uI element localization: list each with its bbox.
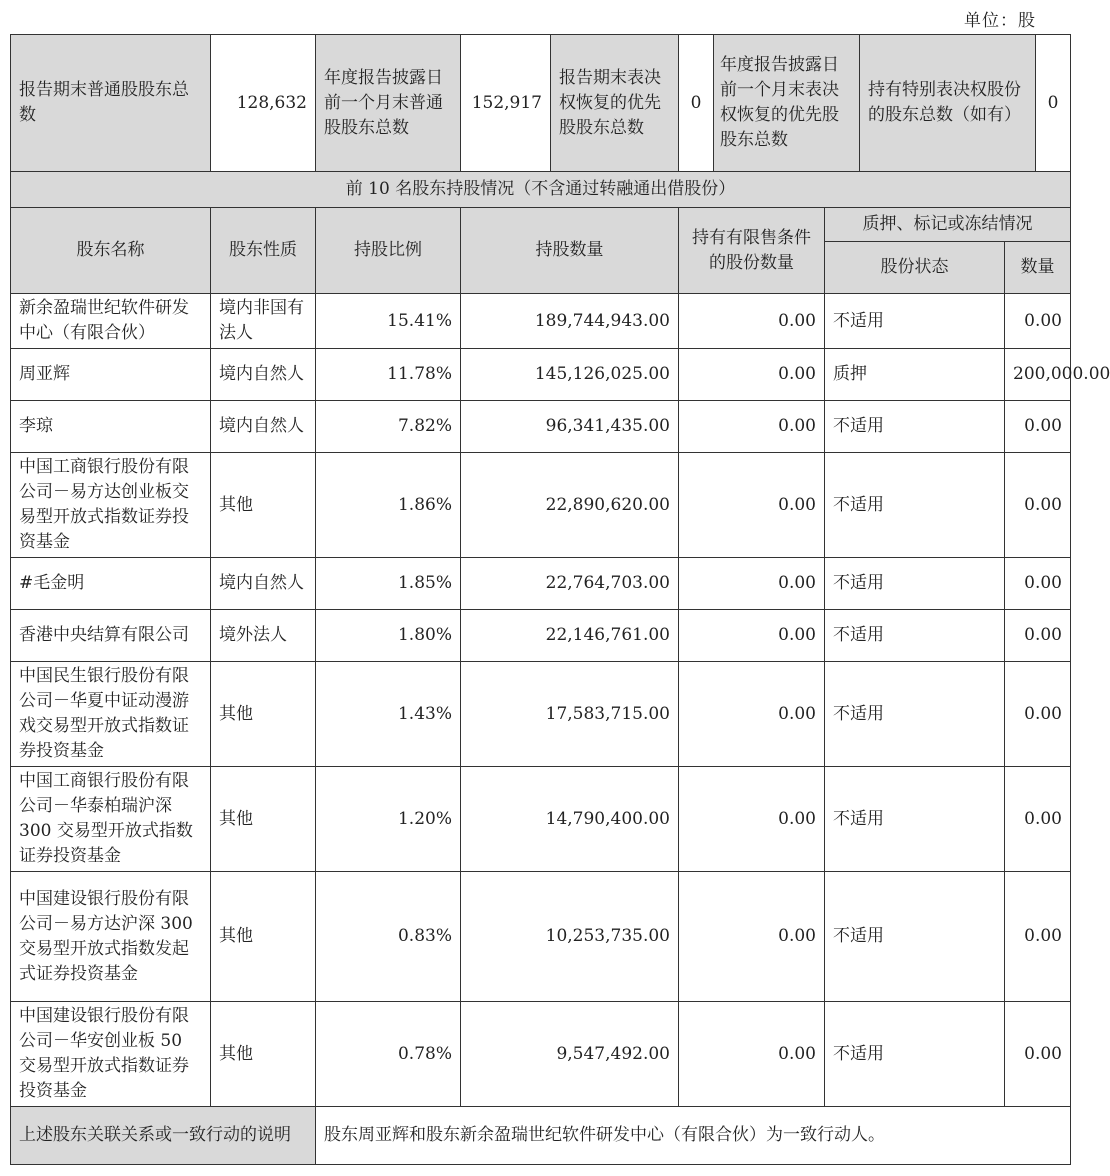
table-row xyxy=(11,1002,1071,1107)
holder-pledge-status: 不适用 xyxy=(825,767,1005,872)
holder-name: 新余盈瑞世纪软件研发中心（有限合伙） xyxy=(11,294,211,349)
holder-pledge-qty: 0.00 xyxy=(1005,1002,1071,1107)
summary-label-pref: 报告期末表决权恢复的优先股股东总数 xyxy=(551,35,679,172)
col-header-pledge-group: 质押、标记或冻结情况 xyxy=(825,208,1071,242)
holder-pledge-status: 不适用 xyxy=(825,662,1005,767)
holder-ratio: 7.82% xyxy=(316,401,461,453)
table-row xyxy=(11,349,1071,401)
holder-pledge-status: 不适用 xyxy=(825,294,1005,349)
col-header-quantity: 持股数量 xyxy=(461,208,679,294)
summary-label-special: 持有特别表决权股份的股东总数（如有） xyxy=(860,35,1036,172)
holder-quantity: 22,146,761.00 xyxy=(461,610,679,662)
holder-pledge-status: 不适用 xyxy=(825,872,1005,1002)
holder-quantity: 22,764,703.00 xyxy=(461,558,679,610)
holder-pledge-status: 不适用 xyxy=(825,610,1005,662)
holder-restricted: 0.00 xyxy=(679,662,825,767)
summary-row xyxy=(11,35,1071,172)
holder-nature: 境内自然人 xyxy=(211,558,316,610)
holder-ratio: 1.20% xyxy=(316,767,461,872)
holder-pledge-qty: 0.00 xyxy=(1005,767,1071,872)
relation-label: 上述股东关联关系或一致行动的说明 xyxy=(11,1107,316,1165)
holder-ratio: 0.78% xyxy=(316,1002,461,1107)
holder-ratio: 15.41% xyxy=(316,294,461,349)
section-title: 前 10 名股东持股情况（不含通过转融通出借股份） xyxy=(11,172,1071,208)
holder-pledge-status: 不适用 xyxy=(825,558,1005,610)
holder-ratio: 11.78% xyxy=(316,349,461,401)
holder-restricted: 0.00 xyxy=(679,767,825,872)
relation-row xyxy=(11,1107,1071,1165)
summary-label-total: 报告期末普通股股东总数 xyxy=(11,35,211,172)
holder-quantity: 17,583,715.00 xyxy=(461,662,679,767)
unit-label: 单位：股 xyxy=(964,11,1036,31)
holder-pledge-qty: 0.00 xyxy=(1005,558,1071,610)
table-row xyxy=(11,453,1071,558)
holder-nature: 境内自然人 xyxy=(211,349,316,401)
holder-ratio: 1.80% xyxy=(316,610,461,662)
shareholder-table xyxy=(10,34,1110,1165)
summary-value-total: 128,632 xyxy=(211,35,316,172)
holder-ratio: 1.85% xyxy=(316,558,461,610)
holder-restricted: 0.00 xyxy=(679,558,825,610)
holder-nature: 其他 xyxy=(211,453,316,558)
holder-restricted: 0.00 xyxy=(679,294,825,349)
table-row xyxy=(11,662,1071,767)
col-header-pledge-status: 股份状态 xyxy=(825,242,1005,294)
holder-restricted: 0.00 xyxy=(679,401,825,453)
holder-quantity: 14,790,400.00 xyxy=(461,767,679,872)
summary-value-prior-month: 152,917 xyxy=(461,35,551,172)
holder-pledge-qty: 200,000.00 xyxy=(1005,349,1071,401)
holder-ratio: 1.86% xyxy=(316,453,461,558)
holder-quantity: 96,341,435.00 xyxy=(461,401,679,453)
table-row xyxy=(11,558,1071,610)
col-header-nature: 股东性质 xyxy=(211,208,316,294)
holder-ratio: 1.43% xyxy=(316,662,461,767)
holder-restricted: 0.00 xyxy=(679,453,825,558)
holder-pledge-qty: 0.00 xyxy=(1005,662,1071,767)
holder-quantity: 145,126,025.00 xyxy=(461,349,679,401)
holder-pledge-status: 不适用 xyxy=(825,453,1005,558)
relation-text: 股东周亚辉和股东新余盈瑞世纪软件研发中心（有限合伙）为一致行动人。 xyxy=(316,1107,1071,1165)
holder-nature: 境内非国有法人 xyxy=(211,294,316,349)
holder-nature: 境外法人 xyxy=(211,610,316,662)
holder-restricted: 0.00 xyxy=(679,1002,825,1107)
holder-pledge-qty: 0.00 xyxy=(1005,294,1071,349)
holder-pledge-qty: 0.00 xyxy=(1005,610,1071,662)
col-header-ratio: 持股比例 xyxy=(316,208,461,294)
col-header-restricted: 持有有限售条件的股份数量 xyxy=(679,208,825,294)
holder-quantity: 9,547,492.00 xyxy=(461,1002,679,1107)
holder-pledge-status: 不适用 xyxy=(825,401,1005,453)
holder-restricted: 0.00 xyxy=(679,349,825,401)
table-row xyxy=(11,610,1071,662)
holder-pledge-qty: 0.00 xyxy=(1005,872,1071,1002)
summary-label-pref-prior: 年度报告披露日前一个月末表决权恢复的优先股股东总数 xyxy=(714,35,860,172)
holder-quantity: 189,744,943.00 xyxy=(461,294,679,349)
holder-pledge-status: 质押 xyxy=(825,349,1005,401)
holder-pledge-qty: 0.00 xyxy=(1005,453,1071,558)
col-header-name: 股东名称 xyxy=(11,208,211,294)
holder-name: 中国工商银行股份有限公司－易方达创业板交易型开放式指数证券投资基金 xyxy=(11,453,211,558)
holder-pledge-qty: 0.00 xyxy=(1005,401,1071,453)
holder-name: 李琼 xyxy=(11,401,211,453)
table-row xyxy=(11,767,1071,872)
holder-quantity: 22,890,620.00 xyxy=(461,453,679,558)
header-row xyxy=(11,208,1071,242)
summary-value-special: 0 xyxy=(1036,35,1071,172)
holder-name: #毛金明 xyxy=(11,558,211,610)
table-row xyxy=(11,401,1071,453)
col-header-pledge-qty: 数量 xyxy=(1005,242,1071,294)
holder-name: 中国工商银行股份有限公司－华泰柏瑞沪深 300 交易型开放式指数证券投资基金 xyxy=(11,767,211,872)
holder-name: 香港中央结算有限公司 xyxy=(11,610,211,662)
summary-label-prior-month: 年度报告披露日前一个月末普通股股东总数 xyxy=(316,35,461,172)
holder-name: 周亚辉 xyxy=(11,349,211,401)
holder-name: 中国建设银行股份有限公司－华安创业板 50 交易型开放式指数证券投资基金 xyxy=(11,1002,211,1107)
summary-value-pref: 0 xyxy=(679,35,714,172)
holder-nature: 其他 xyxy=(211,1002,316,1107)
holder-nature: 其他 xyxy=(211,767,316,872)
holder-name: 中国民生银行股份有限公司－华夏中证动漫游戏交易型开放式指数证券投资基金 xyxy=(11,662,211,767)
holder-restricted: 0.00 xyxy=(679,872,825,1002)
holder-pledge-status: 不适用 xyxy=(825,1002,1005,1107)
table-row xyxy=(11,872,1071,1002)
holder-name: 中国建设银行股份有限公司－易方达沪深 300 交易型开放式指数发起式证券投资基金 xyxy=(11,872,211,1002)
table-row xyxy=(11,294,1071,349)
holder-ratio: 0.83% xyxy=(316,872,461,1002)
holder-restricted: 0.00 xyxy=(679,610,825,662)
holder-nature: 境内自然人 xyxy=(211,401,316,453)
holder-quantity: 10,253,735.00 xyxy=(461,872,679,1002)
holder-nature: 其他 xyxy=(211,662,316,767)
holder-nature: 其他 xyxy=(211,872,316,1002)
